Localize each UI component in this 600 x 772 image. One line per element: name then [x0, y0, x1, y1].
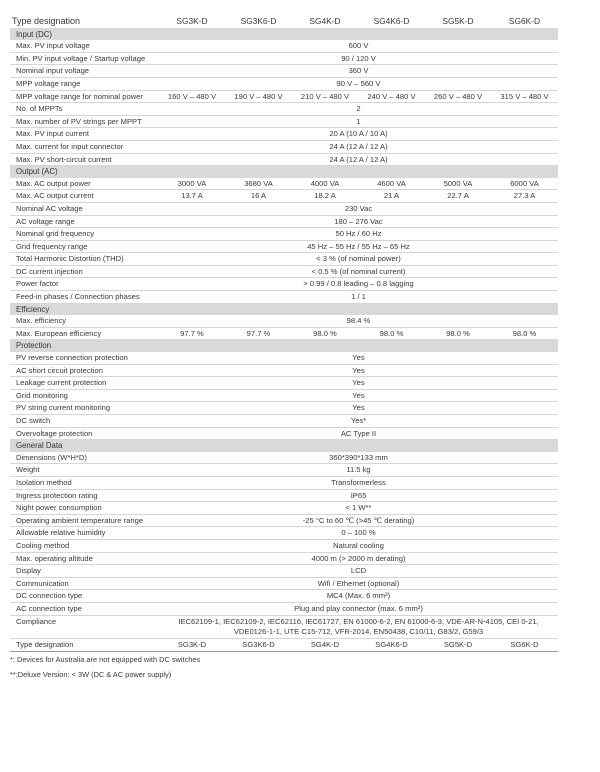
- spec-row: [10, 140, 558, 153]
- spec-value: 21 A: [358, 190, 425, 203]
- model-name: SG6K-D: [491, 639, 558, 652]
- footer-row: [10, 639, 558, 652]
- spec-row: [10, 40, 558, 52]
- spec-row-compliance: [10, 615, 558, 639]
- datasheet: [10, 16, 558, 652]
- spec-row: [10, 228, 558, 241]
- spec-value: 3680 VA: [225, 178, 292, 190]
- spec-value: 2: [159, 103, 558, 116]
- spec-value: Transformerless: [159, 476, 558, 489]
- spec-value: 98.4 %: [159, 315, 558, 327]
- spec-label: DC switch: [10, 415, 159, 428]
- spec-value: 18.2 A: [292, 190, 358, 203]
- spec-value: 45 Hz – 55 Hz / 55 Hz – 65 Hz: [159, 240, 558, 253]
- spec-value: > 0.99 / 0.8 leading – 0.8 lagging: [159, 278, 558, 291]
- spec-value: 240 V – 480 V: [358, 90, 425, 103]
- spec-row: [10, 590, 558, 603]
- spec-value: 600 V: [159, 40, 558, 52]
- spec-value: 20 A (10 A / 10 A): [159, 128, 558, 141]
- type-designation-label: Type designation: [10, 16, 159, 28]
- spec-label: Cooling method: [10, 539, 159, 552]
- spec-row: [10, 90, 558, 103]
- compliance-value: IEC62109-1, IEC62109-2, IEC62116, IEC61727, EN 61000-6-2, EN 61000-6-3, VDE-AR-N-4105, CEI 0-21, VDE0126-1-1, UTE C15-712, VFR-2014, EN50438, C10/11, G83/2, G59/3: [159, 615, 558, 639]
- spec-value: Wifi / Ethernet (optional): [159, 577, 558, 590]
- spec-label: Max. AC output current: [10, 190, 159, 203]
- spec-row: [10, 115, 558, 128]
- spec-value: 90 V – 560 V: [159, 77, 558, 90]
- spec-value: 24 A (12 A / 12 A): [159, 153, 558, 166]
- type-designation-label: Type designation: [10, 639, 159, 652]
- spec-label: AC connection type: [10, 602, 159, 615]
- spec-value: 1 / 1: [159, 291, 558, 304]
- spec-row: [10, 103, 558, 116]
- spec-value: 97.7 %: [225, 327, 292, 340]
- spec-label: DC current injection: [10, 265, 159, 278]
- spec-row: [10, 364, 558, 377]
- spec-label: AC voltage range: [10, 215, 159, 228]
- spec-row: [10, 52, 558, 65]
- spec-row: [10, 240, 558, 253]
- spec-label: Communication: [10, 577, 159, 590]
- spec-label: Allowable relative humidity: [10, 527, 159, 540]
- spec-value: IP65: [159, 489, 558, 502]
- spec-row: [10, 502, 558, 515]
- model-name: SG6K-D: [491, 16, 558, 28]
- spec-value: 50 Hz / 60 Hz: [159, 228, 558, 241]
- spec-label: Power factor: [10, 278, 159, 291]
- spec-value: < 3 % (of nominal power): [159, 253, 558, 266]
- spec-value: 315 V – 480 V: [491, 90, 558, 103]
- section-input-dc: [10, 28, 558, 40]
- spec-value: 1: [159, 115, 558, 128]
- spec-label: Weight: [10, 464, 159, 477]
- spec-label: Night power consumption: [10, 502, 159, 515]
- spec-label: Max. efficiency: [10, 315, 159, 327]
- spec-value: 22.7 A: [425, 190, 491, 203]
- spec-value: 4600 VA: [358, 178, 425, 190]
- spec-value: 98.0 %: [358, 327, 425, 340]
- spec-row: [10, 315, 558, 327]
- spec-row: [10, 539, 558, 552]
- spec-row: [10, 65, 558, 78]
- spec-row: [10, 452, 558, 464]
- spec-row: [10, 377, 558, 390]
- section-protection: [10, 340, 558, 352]
- spec-value: 190 V – 480 V: [225, 90, 292, 103]
- spec-row: [10, 402, 558, 415]
- spec-label: DC connection type: [10, 590, 159, 603]
- section-title: Protection: [10, 340, 558, 352]
- footnotes: [10, 652, 570, 682]
- spec-label: Compliance: [10, 615, 159, 639]
- spec-row: [10, 128, 558, 141]
- spec-value: Natural cooling: [159, 539, 558, 552]
- spec-row: [10, 389, 558, 402]
- spec-row: [10, 278, 558, 291]
- spec-value: 11.5 kg: [159, 464, 558, 477]
- spec-label: Ingress protection rating: [10, 489, 159, 502]
- spec-row: [10, 577, 558, 590]
- spec-value: 260 V – 480 V: [425, 90, 491, 103]
- spec-value: 210 V – 480 V: [292, 90, 358, 103]
- spec-label: Total Harmonic Distortion (THD): [10, 253, 159, 266]
- spec-value: -25 °C to 60 ℃ (>45 ℃ derating): [159, 514, 558, 527]
- spec-label: Leakage current protection: [10, 377, 159, 390]
- spec-value: < 1 W**: [159, 502, 558, 515]
- spec-label: Max. AC output power: [10, 178, 159, 190]
- model-name: SG3K6-D: [225, 639, 292, 652]
- spec-label: Grid frequency range: [10, 240, 159, 253]
- section-output-ac: [10, 166, 558, 178]
- section-efficiency: [10, 303, 558, 315]
- spec-label: Max. European efficiency: [10, 327, 159, 340]
- spec-row: [10, 552, 558, 565]
- spec-value: Yes: [159, 389, 558, 402]
- spec-value: LCD: [159, 565, 558, 578]
- spec-label: Display: [10, 565, 159, 578]
- spec-value: Yes*: [159, 415, 558, 428]
- section-title: Output (AC): [10, 166, 558, 178]
- spec-value: 360*390*133 mm: [159, 452, 558, 464]
- spec-label: Feed-in phases / Connection phases: [10, 291, 159, 304]
- section-title: Input (DC): [10, 28, 558, 40]
- spec-row: [10, 352, 558, 364]
- spec-label: Max. PV input current: [10, 128, 159, 141]
- spec-value: Plug and play connector (max. 6 mm²): [159, 602, 558, 615]
- footnote-dc-switch: *: Devices for Australia are not equipped with DC switches: [10, 655, 201, 664]
- spec-label: PV reverse connection protection: [10, 352, 159, 364]
- spec-row: [10, 489, 558, 502]
- spec-value: 4000 m (> 2000 m derating): [159, 552, 558, 565]
- model-name: SG5K-D: [425, 16, 491, 28]
- spec-value: 230 Vac: [159, 202, 558, 215]
- spec-value: 4000 VA: [292, 178, 358, 190]
- spec-label: Operating ambient temperature range: [10, 514, 159, 527]
- spec-label: No. of MPPTs: [10, 103, 159, 116]
- spec-value: MC4 (Max. 6 mm²): [159, 590, 558, 603]
- spec-value: Yes: [159, 364, 558, 377]
- spec-value: 98.0 %: [491, 327, 558, 340]
- spec-row: [10, 178, 558, 190]
- header-row: [10, 16, 558, 28]
- section-title: General Data: [10, 440, 558, 452]
- spec-row: [10, 602, 558, 615]
- spec-value: Yes: [159, 352, 558, 364]
- spec-value: Yes: [159, 377, 558, 390]
- spec-label: Max. PV input voltage: [10, 40, 159, 52]
- spec-label: MPP voltage range: [10, 77, 159, 90]
- spec-label: Overvoltage protection: [10, 427, 159, 440]
- spec-row: [10, 265, 558, 278]
- model-name: SG5K-D: [425, 639, 491, 652]
- spec-label: Nominal grid frequency: [10, 228, 159, 241]
- spec-label: Grid monitoring: [10, 389, 159, 402]
- spec-value: 6000 VA: [491, 178, 558, 190]
- spec-row: [10, 415, 558, 428]
- model-name: SG4K-D: [292, 639, 358, 652]
- spec-label: Min. PV input voltage / Startup voltage: [10, 52, 159, 65]
- section-general-data: [10, 440, 558, 452]
- spec-row: [10, 327, 558, 340]
- spec-value: 98.0 %: [292, 327, 358, 340]
- spec-row: [10, 153, 558, 166]
- spec-row: [10, 514, 558, 527]
- spec-value: 27.3 A: [491, 190, 558, 203]
- model-name: SG3K-D: [159, 16, 225, 28]
- spec-value: 360 V: [159, 65, 558, 78]
- spec-label: Max. PV short-circuit current: [10, 153, 159, 166]
- spec-row: [10, 464, 558, 477]
- model-name: SG3K6-D: [225, 16, 292, 28]
- spec-label: PV string current monitoring: [10, 402, 159, 415]
- spec-value: 0 – 100 %: [159, 527, 558, 540]
- spec-value: AC Type II: [159, 427, 558, 440]
- spec-value: 16 A: [225, 190, 292, 203]
- spec-row: [10, 427, 558, 440]
- spec-value: 98.0 %: [425, 327, 491, 340]
- spec-row: [10, 77, 558, 90]
- spec-label: MPP voltage range for nominal power: [10, 90, 159, 103]
- spec-value: 97.7 %: [159, 327, 225, 340]
- spec-row: [10, 291, 558, 304]
- spec-label: Nominal input voltage: [10, 65, 159, 78]
- spec-value: 5000 VA: [425, 178, 491, 190]
- model-name: SG3K-D: [159, 639, 225, 652]
- spec-row: [10, 253, 558, 266]
- spec-row: [10, 527, 558, 540]
- spec-label: Max. current for input connector: [10, 140, 159, 153]
- spec-row: [10, 215, 558, 228]
- spec-label: Isolation method: [10, 476, 159, 489]
- spec-value: 90 / 120 V: [159, 52, 558, 65]
- spec-label: Max. operating altitude: [10, 552, 159, 565]
- model-name: SG4K-D: [292, 16, 358, 28]
- spec-value: 160 V – 480 V: [159, 90, 225, 103]
- spec-value: < 0.5 % (of nominal current): [159, 265, 558, 278]
- spec-row: [10, 476, 558, 489]
- spec-label: Max. number of PV strings per MPPT: [10, 115, 159, 128]
- spec-label: Nominal AC voltage: [10, 202, 159, 215]
- model-name: SG4K6-D: [358, 16, 425, 28]
- spec-value: 180 – 276 Vac: [159, 215, 558, 228]
- spec-row: [10, 565, 558, 578]
- spec-value: 24 A (12 A / 12 A): [159, 140, 558, 153]
- model-name: SG4K6-D: [358, 639, 425, 652]
- spec-table: [10, 16, 558, 652]
- spec-value: 13.7 A: [159, 190, 225, 203]
- spec-row: [10, 202, 558, 215]
- spec-value: 3000 VA: [159, 178, 225, 190]
- spec-label: Dimensions (W*H*D): [10, 452, 159, 464]
- footnote-deluxe-version: **:Deluxe Version: < 3W (DC & AC power supply): [10, 670, 172, 679]
- spec-label: AC short circuit protection: [10, 364, 159, 377]
- spec-row: [10, 190, 558, 203]
- spec-value: Yes: [159, 402, 558, 415]
- section-title: Efficiency: [10, 303, 558, 315]
